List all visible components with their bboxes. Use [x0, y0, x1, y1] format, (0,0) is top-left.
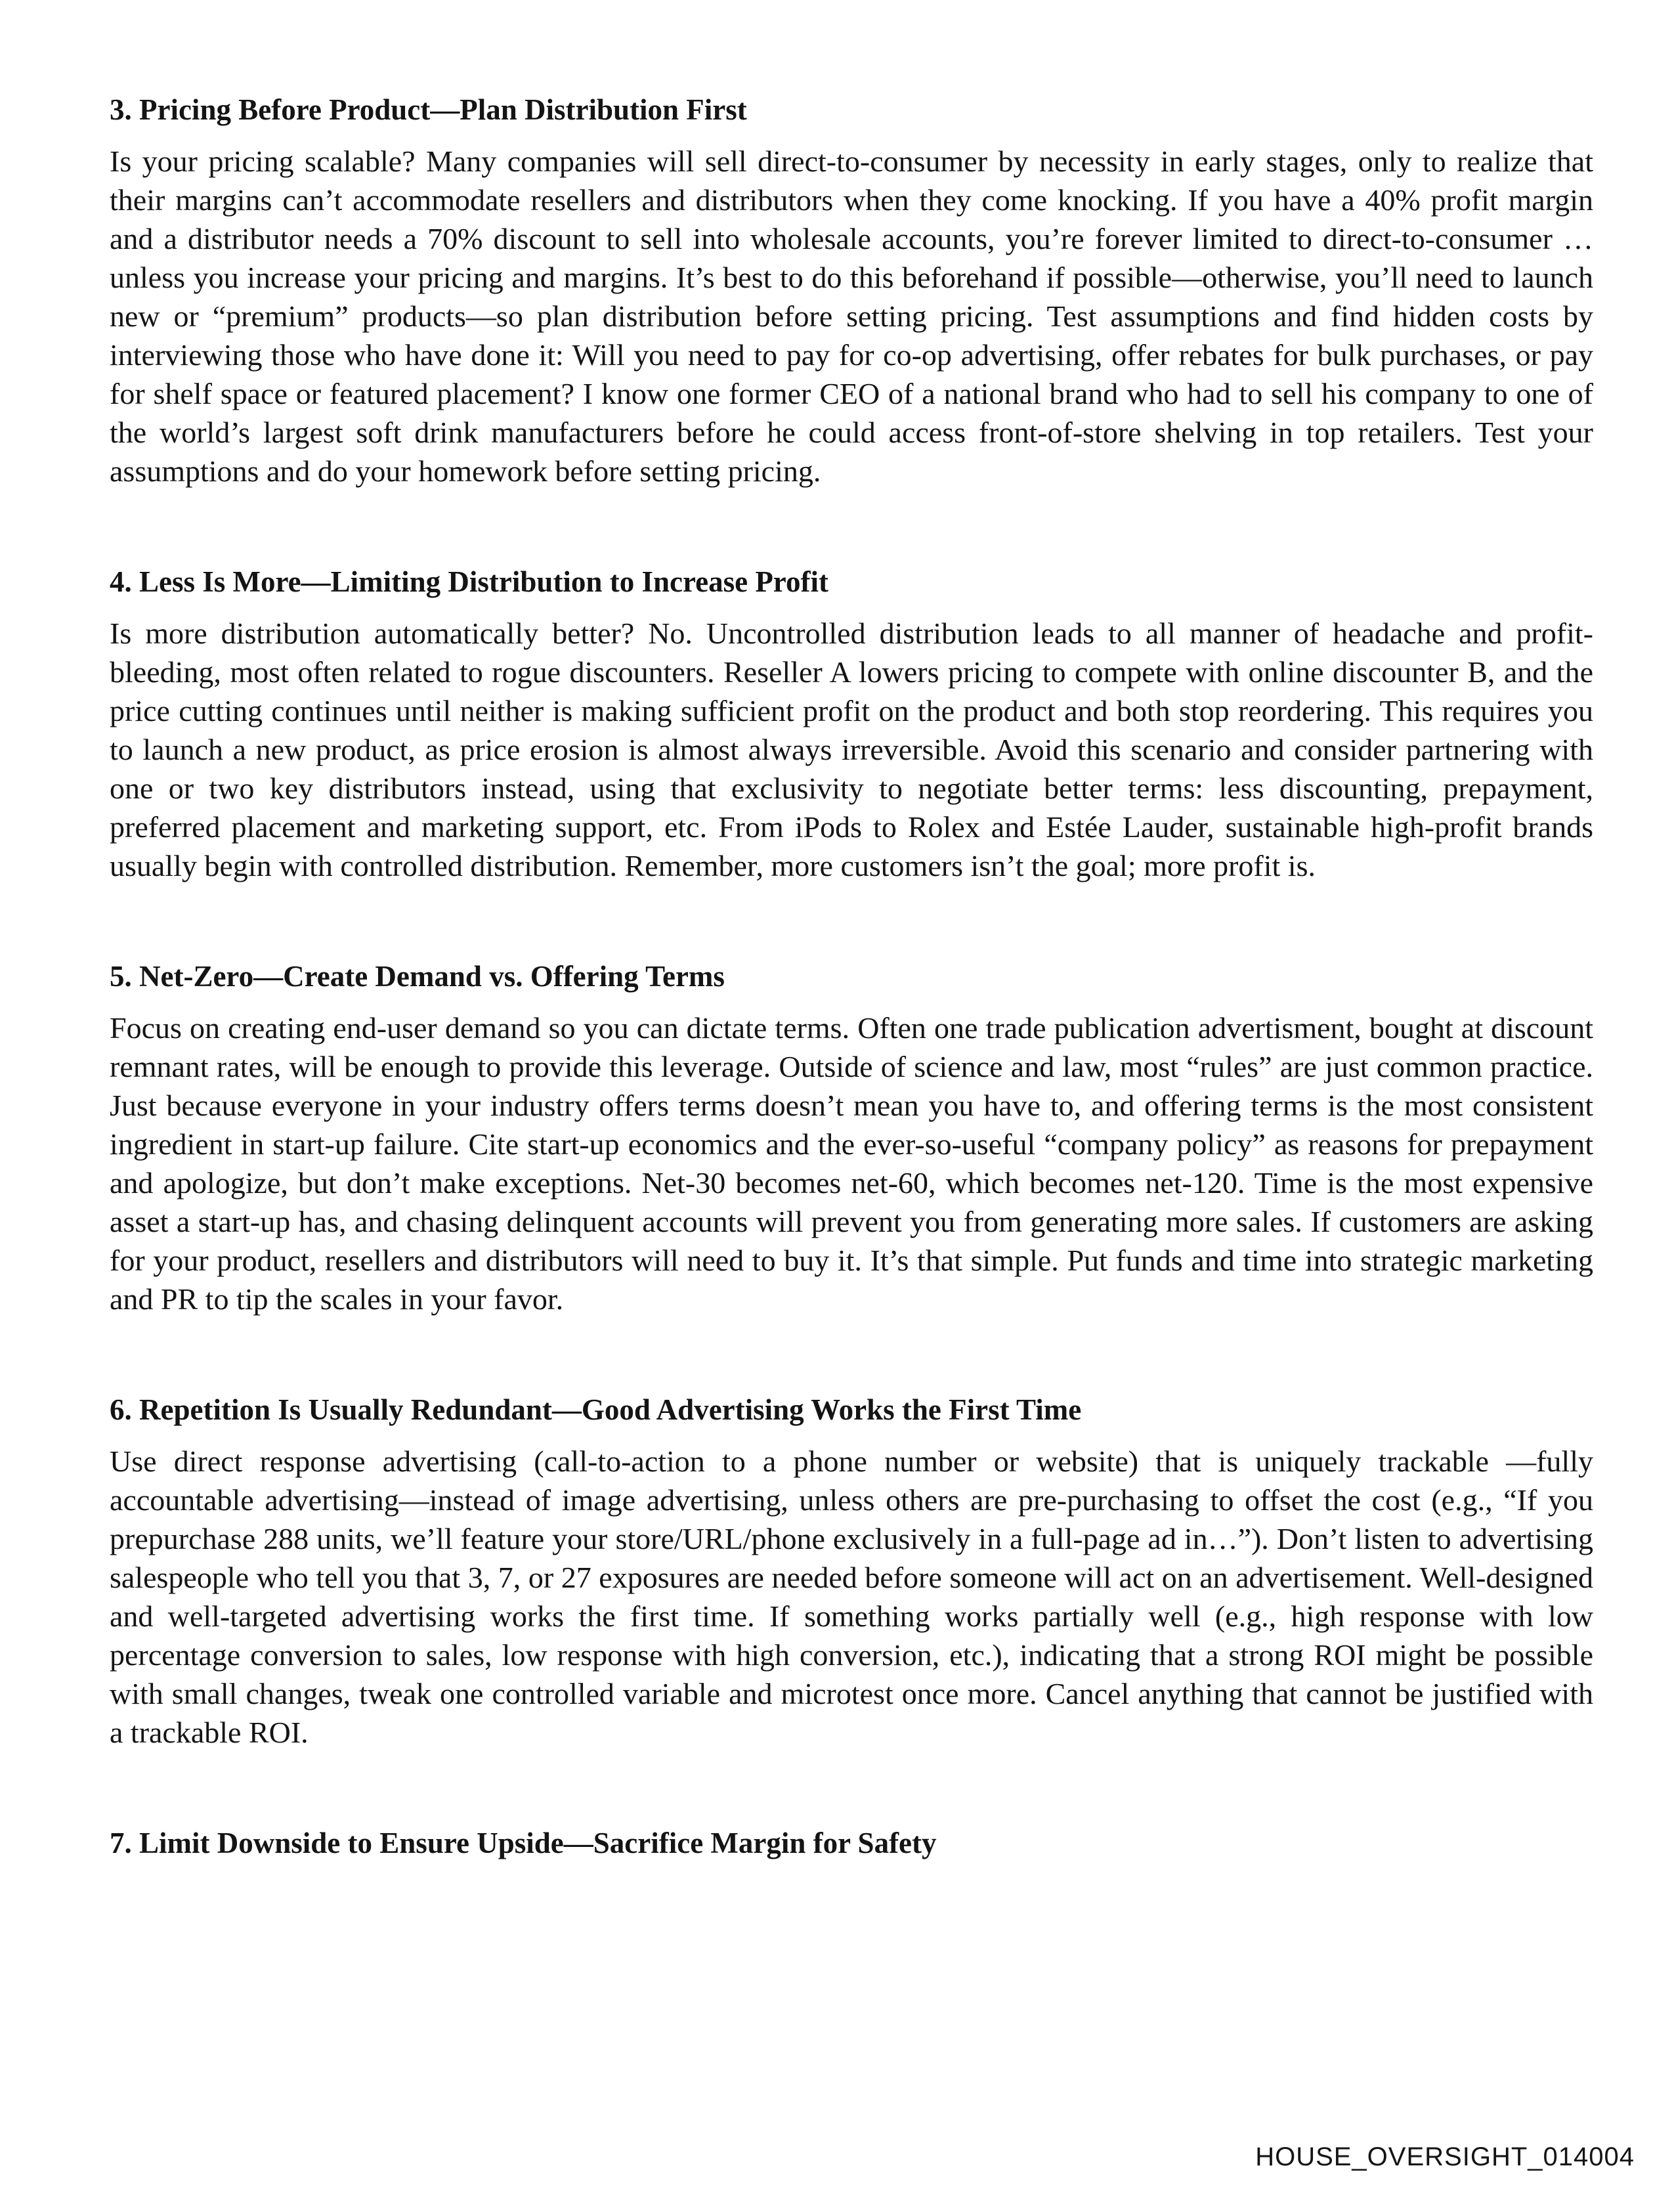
document-id-stamp: HOUSE_OVERSIGHT_014004 — [1255, 2142, 1635, 2171]
section-pricing-before-product — [110, 91, 1593, 490]
section-body: Is more distribution automatically better? No. Uncontrolled distribution leads to all manner of headache and profit-bleeding, most often related to rogue discounters. Reseller A lowers pricing to compete with online discounter B, and the price cutting continues until neither is making sufficient profit on the product and both stop reordering. This requires you to launch a new product, as price erosion is almost always irreversible. Avoid this scenario and consider partnering with one or two key distributors instead, using that exclusivity to negotiate better terms: less discounting, prepayment, preferred placement and marketing support, etc. From iPods to Rolex and Estée Lauder, sustainable high-profit brands usually begin with controlled distribution. Remember, more customers isn’t the goal; more profit is. — [110, 617, 1593, 882]
section-body: Is your pricing scalable? Many companies will sell direct-to-consumer by necessity in early stages, only to realize that their margins can’t accommodate resellers and distributors when they come knocking. If you have a 40% profit margin and a distributor needs a 70% discount to sell into wholesale accounts, you’re forever limited to direct-to-consumer … unless you increase your pricing and margins. It’s best to do this beforehand if possible—otherwise, you’ll need to launch new or “premium” products—so plan distribution before setting pricing. Test assumptions and find hidden costs by interviewing those who have done it: Will you need to pay for co-op advertising, offer rebates for bulk purchases, or pay for shelf space or featured placement? I know one former CEO of a national brand who had to sell his company to one of the world’s largest soft drink manufacturers before he could access front-of-store shelving in top retailers. Test your assumptions and do your homework before setting pricing. — [110, 144, 1593, 488]
section-limit-downside — [110, 1824, 1593, 1862]
section-heading: 3. Pricing Before Product—Plan Distribution First — [110, 93, 747, 126]
section-body: Focus on creating end-user demand so you can dictate terms. Often one trade publication advertisment, bought at discount remnant rates, will be enough to provide this leverage. Outside of science and law, most “rules” are just common practice. Just because everyone in your industry offers terms doesn’t mean you have to, and offering terms is the most consistent ingredient in start-up failure. Cite start-up economics and the ever-so-useful “company policy” as reasons for prepayment and apologize, but don’t make exceptions. Net-30 becomes net-60, which becomes net-120. Time is the most expensive asset a start-up has, and chasing delinquent accounts will prevent you from generating more sales. If customers are asking for your product, resellers and distributors will need to buy it. It’s that simple. Put funds and time into strategic marketing and PR to tip the scales in your favor. — [110, 1011, 1593, 1316]
document-page — [110, 91, 1593, 1934]
section-net-zero — [110, 957, 1593, 1318]
section-heading: 7. Limit Downside to Ensure Upside—Sacrifice Margin for Safety — [110, 1827, 937, 1859]
section-heading: 5. Net-Zero—Create Demand vs. Offering Terms — [110, 960, 725, 993]
section-repetition-is-redundant — [110, 1391, 1593, 1752]
section-less-is-more — [110, 563, 1593, 885]
section-heading: 6. Repetition Is Usually Redundant—Good Advertising Works the First Time — [110, 1393, 1082, 1426]
section-body: Use direct response advertising (call-to-action to a phone number or website) that is uniquely trackable —fully accountable advertising—instead of image advertising, unless others are pre-purchasing to offset the cost (e.g., “If you prepurchase 288 units, we’ll feature your store/URL/phone exclusively in a full-page ad in…”). Don’t listen to advertising salespeople who tell you that 3, 7, or 27 exposures are needed before someone will act on an advertisement. Well-designed and well-targeted advertising works the first time. If something works partially well (e.g., high response with low percentage conversion to sales, low response with high conversion, etc.), indicating that a strong ROI might be possible with small changes, tweak one controlled variable and microtest once more. Cancel anything that cannot be justified with a trackable ROI. — [110, 1444, 1593, 1749]
section-heading: 4. Less Is More—Limiting Distribution to Increase Profit — [110, 565, 828, 598]
